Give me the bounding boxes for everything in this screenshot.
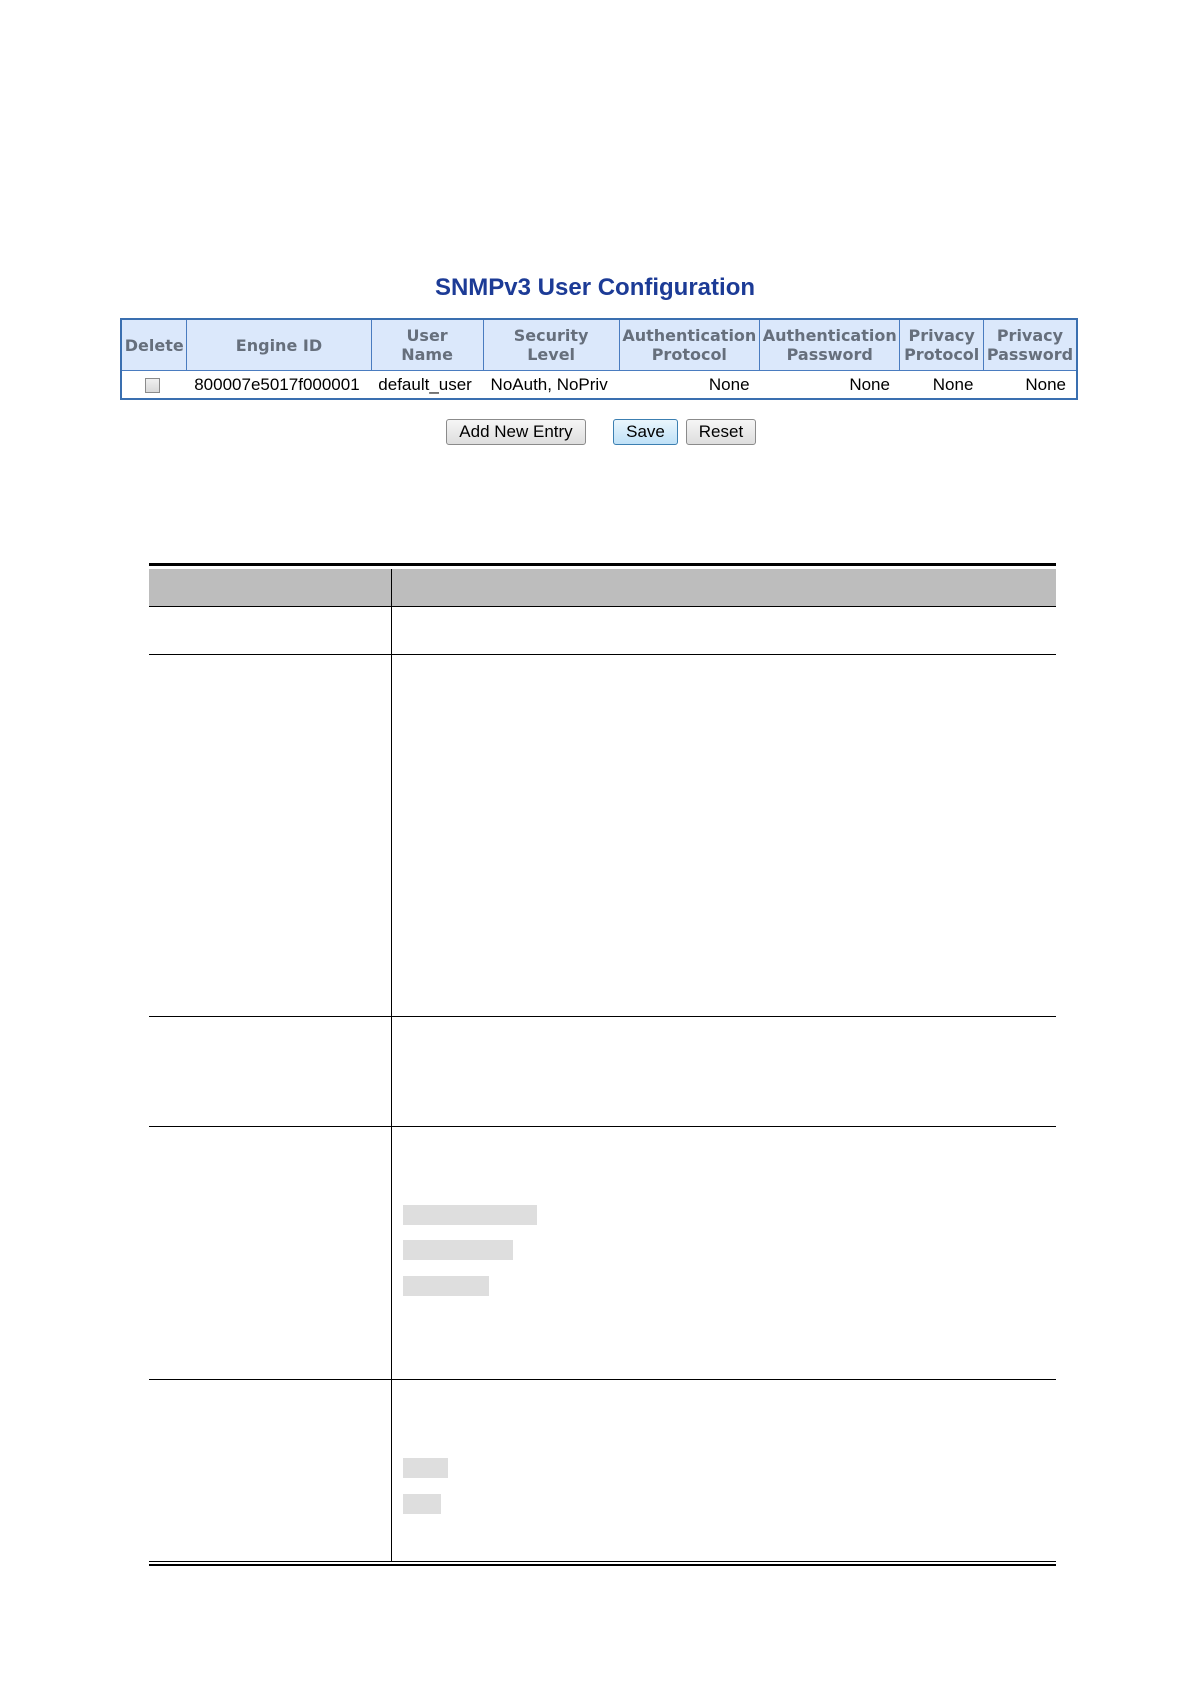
column-divider	[391, 569, 392, 1562]
snmpv3-user-table	[120, 318, 1078, 400]
header-auth-protocol: Authentication Protocol	[619, 319, 759, 371]
option-highlight	[403, 1276, 489, 1296]
row-divider	[149, 1126, 1056, 1127]
header-delete: Delete	[121, 319, 187, 371]
header-security-level: Security Level	[483, 319, 619, 371]
delete-checkbox[interactable]	[145, 378, 160, 393]
row-divider	[149, 606, 1056, 607]
add-new-entry-button[interactable]: Add New Entry	[446, 419, 586, 445]
header-engine-id: Engine ID	[187, 319, 371, 371]
option-highlight	[403, 1205, 537, 1225]
description-table	[149, 563, 1056, 1565]
privacy-protocol-cell: None	[900, 371, 983, 400]
row-divider	[149, 1379, 1056, 1380]
option-highlight	[403, 1240, 513, 1260]
auth-protocol-cell: None	[619, 371, 759, 400]
option-highlight	[403, 1494, 441, 1514]
bottom-rule	[149, 1564, 1056, 1566]
save-button[interactable]: Save	[613, 419, 678, 445]
engine-id-cell: 800007e5017f000001	[187, 371, 371, 400]
privacy-password-cell: None	[983, 371, 1077, 400]
security-level-cell: NoAuth, NoPriv	[483, 371, 619, 400]
row-divider	[149, 1016, 1056, 1017]
delete-cell	[121, 371, 187, 400]
reset-button[interactable]: Reset	[686, 419, 756, 445]
table-row	[121, 371, 1077, 400]
page-title: SNMPv3 User Configuration	[434, 274, 756, 301]
user-name-cell: default_user	[371, 371, 483, 400]
header-privacy-protocol: Privacy Protocol	[900, 319, 983, 371]
option-highlight	[403, 1458, 448, 1478]
header-privacy-password: Privacy Password	[983, 319, 1077, 371]
header-auth-password: Authentication Password	[760, 319, 900, 371]
auth-password-cell: None	[760, 371, 900, 400]
bottom-rule	[149, 1561, 1056, 1562]
header-user-name: User Name	[371, 319, 483, 371]
top-rule	[149, 563, 1056, 566]
table-header-row	[121, 319, 1077, 371]
row-divider	[149, 654, 1056, 655]
description-header-row	[149, 569, 1056, 606]
